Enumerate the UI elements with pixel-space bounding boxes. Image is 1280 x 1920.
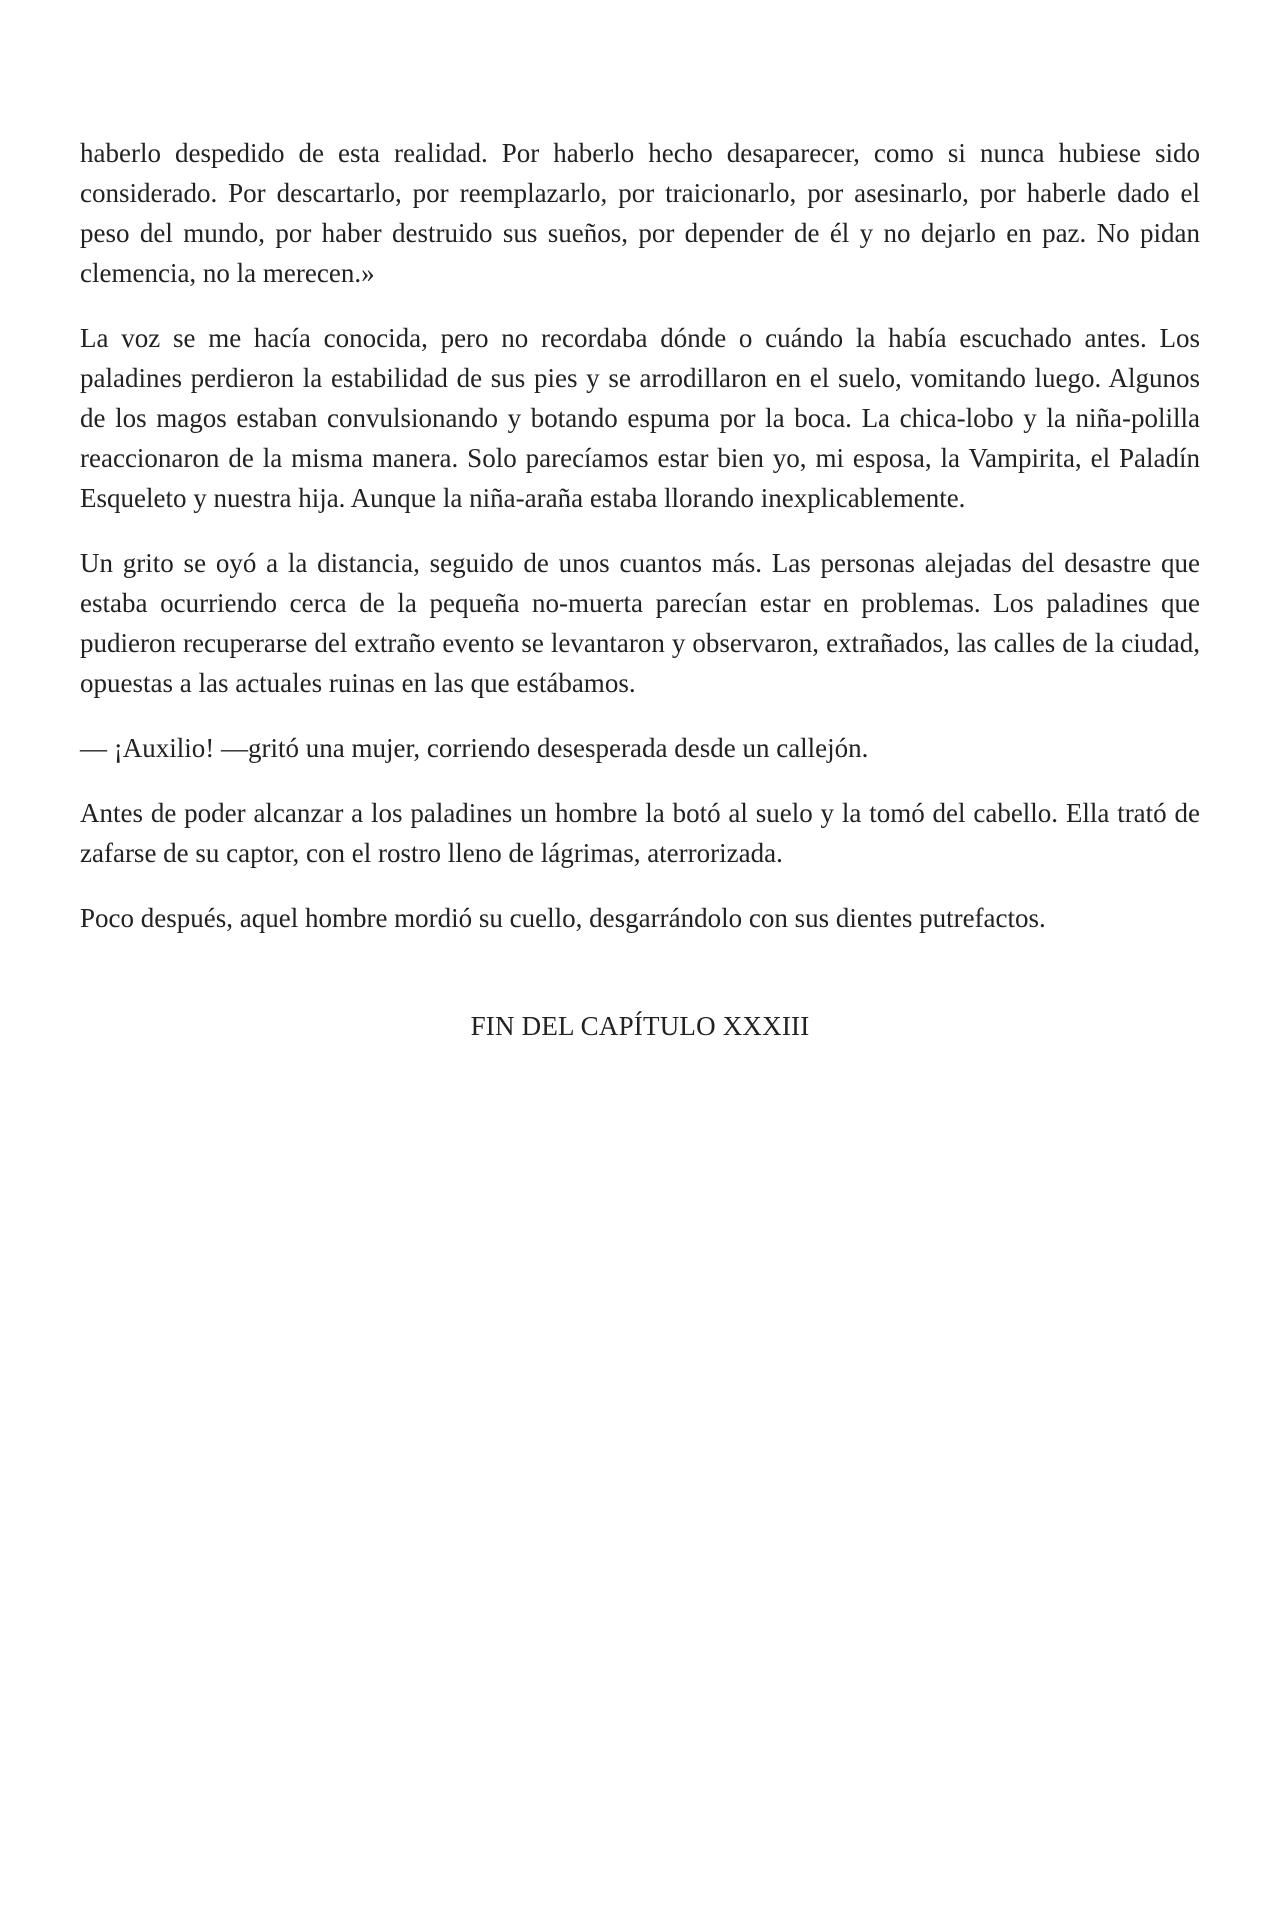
paragraph: La voz se me hacía conocida, pero no recordaba dónde o cuándo la había escuchado antes. Los paladines perdieron la estabilidad de sus pies y se arrodillaron en el suelo, vomitando luego. Algunos de los magos estaban convulsionando y botando espuma por la boca. La chica-lobo y la niña-polilla reaccionaron de la misma manera. Solo parecíamos estar bien yo, mi esposa, la Vampirita, el Paladín Esqueleto y nuestra hija. Aunque la niña-araña estaba llorando inexplicablemente. (80, 323, 1200, 513)
paragraph: Poco después, aquel hombre mordió su cuello, desgarrándolo con sus dientes putrefactos. (80, 903, 1046, 933)
chapter-end-heading: FIN DEL CAPÍTULO XXXIII (470, 1011, 810, 1041)
dialogue-line: — ¡Auxilio! —gritó una mujer, corriendo desesperada desde un callejón. (80, 733, 869, 763)
paragraph: Antes de poder alcanzar a los paladines un hombre la botó al suelo y la tomó del cabello. Ella trató de zafarse de su captor, con el rostro lleno de lágrimas, aterrorizada. (80, 798, 1200, 868)
paragraph: haberlo despedido de esta realidad. Por haberlo hecho desaparecer, como si nunca hubiese sido considerado. Por descartarlo, por reemplazarlo, por traicionarlo, por asesinarlo, por haberle dado el peso del mundo, por haber destruido sus sueños, por depender de él y no dejarlo en paz. No pidan clemencia, no la merecen.» (80, 138, 1200, 288)
paragraph: Un grito se oyó a la distancia, seguido de unos cuantos más. Las personas alejadas del desastre que estaba ocurriendo cerca de la pequeña no-muerta parecían estar en problemas. Los paladines que pudieron recuperarse del extraño evento se levantaron y observaron, extrañados, las calles de la ciudad, opuestas a las actuales ruinas en las que estábamos. (80, 548, 1200, 698)
